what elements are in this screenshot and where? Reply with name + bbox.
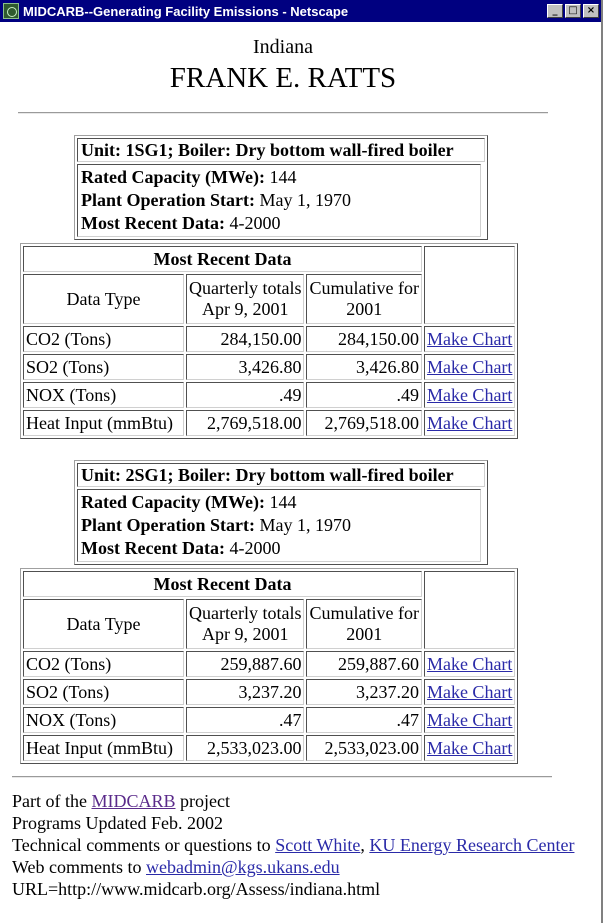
operation-start-value: May 1, 1970	[254, 515, 351, 535]
unit-info-box	[74, 135, 488, 240]
table-row	[23, 410, 515, 436]
quarterly-cell: 2,533,023.00	[186, 735, 304, 761]
data-type-cell: CO2 (Tons)	[23, 326, 184, 352]
midcarb-link[interactable]: MIDCARB	[91, 791, 176, 811]
col-header-quarterly: Quarterly totals Apr 9, 2001	[186, 599, 304, 649]
footer-web-line: Web comments to webadmin@kgs.ukans.edu	[12, 857, 340, 877]
quarterly-cell: .49	[186, 382, 304, 408]
table-caption: Most Recent Data	[23, 246, 422, 272]
scott-white-link[interactable]: Scott White	[275, 835, 361, 855]
rated-capacity-label: Rated Capacity (MWe):	[81, 167, 265, 187]
cumulative-cell: 2,769,518.00	[306, 410, 421, 436]
cumulative-cell: 3,426.80	[306, 354, 421, 380]
make-chart-link[interactable]: Make Chart	[426, 681, 513, 702]
close-icon[interactable]: ×	[583, 4, 599, 18]
make-chart-link[interactable]: Make Chart	[426, 356, 513, 377]
cumulative-cell: 284,150.00	[306, 326, 421, 352]
table-row	[23, 735, 515, 761]
unit-title: Unit: 2SG1; Boiler: Dry bottom wall-fired boiler	[77, 463, 485, 487]
data-type-cell: SO2 (Tons)	[23, 354, 184, 380]
footer-url: URL=http://www.midcarb.org/Assess/indiana.html	[12, 879, 381, 899]
maximize-icon[interactable]: □	[565, 4, 581, 18]
minimize-icon[interactable]: _	[547, 4, 563, 18]
make-chart-link[interactable]: Make Chart	[426, 412, 513, 433]
most-recent-value: 4-2000	[224, 213, 281, 233]
make-chart-link[interactable]: Make Chart	[426, 737, 513, 758]
ku-energy-research-link[interactable]: KU Energy Research Center	[369, 835, 575, 855]
rated-capacity-label: Rated Capacity (MWe):	[81, 492, 265, 512]
operation-start-value: May 1, 1970	[254, 190, 351, 210]
state-name: Indiana	[253, 36, 313, 58]
most-recent-label: Most Recent Data:	[81, 213, 225, 233]
data-type-cell: Heat Input (mmBtu)	[23, 410, 184, 436]
table-row	[23, 354, 515, 380]
operation-start-label: Plant Operation Start:	[81, 190, 255, 210]
unit-details	[77, 164, 481, 237]
rated-capacity-value: 144	[264, 167, 297, 187]
title-bar	[0, 0, 601, 22]
footer-updated: Programs Updated Feb. 2002	[12, 813, 223, 833]
netscape-app-icon[interactable]	[3, 3, 19, 19]
table-row	[23, 679, 515, 705]
divider	[18, 112, 548, 114]
col-header-type: Data Type	[23, 274, 184, 324]
col-header-cumulative: Cumulative for 2001	[306, 599, 421, 649]
cumulative-cell: .47	[306, 707, 421, 733]
data-type-cell: Heat Input (mmBtu)	[23, 735, 184, 761]
plant-name: FRANK E. RATTS	[169, 62, 397, 94]
window-title: MIDCARB--Generating Facility Emissions - Netscape	[23, 3, 349, 19]
cumulative-cell: .49	[306, 382, 421, 408]
quarterly-cell: 3,426.80	[186, 354, 304, 380]
quarterly-cell: .47	[186, 707, 304, 733]
data-type-cell: NOX (Tons)	[23, 707, 184, 733]
empty-cell	[424, 246, 515, 324]
most-recent-value: 4-2000	[224, 538, 281, 558]
emissions-table	[20, 243, 518, 439]
table-row	[23, 382, 515, 408]
table-row	[23, 707, 515, 733]
footer-tech-line: Technical comments or questions to Scott White, KU Energy Research Center	[12, 835, 575, 855]
col-header-type: Data Type	[23, 599, 184, 649]
footer	[12, 790, 582, 900]
operation-start-label: Plant Operation Start:	[81, 515, 255, 535]
table-row	[23, 651, 515, 677]
webadmin-email-link[interactable]: webadmin@kgs.ukans.edu	[146, 857, 340, 877]
empty-cell	[424, 571, 515, 649]
data-type-cell: SO2 (Tons)	[23, 679, 184, 705]
footer-project-line: Part of the MIDCARB project	[12, 791, 230, 811]
emissions-table	[20, 568, 518, 764]
cumulative-cell: 259,887.60	[306, 651, 421, 677]
most-recent-label: Most Recent Data:	[81, 538, 225, 558]
make-chart-link[interactable]: Make Chart	[426, 328, 513, 349]
cumulative-cell: 2,533,023.00	[306, 735, 421, 761]
unit-details	[77, 489, 481, 562]
table-row	[23, 326, 515, 352]
make-chart-link[interactable]: Make Chart	[426, 384, 513, 405]
quarterly-cell: 284,150.00	[186, 326, 304, 352]
quarterly-cell: 259,887.60	[186, 651, 304, 677]
cumulative-cell: 3,237.20	[306, 679, 421, 705]
make-chart-link[interactable]: Make Chart	[426, 653, 513, 674]
unit-title: Unit: 1SG1; Boiler: Dry bottom wall-fired boiler	[77, 138, 485, 162]
quarterly-cell: 2,769,518.00	[186, 410, 304, 436]
unit-info-box	[74, 460, 488, 565]
quarterly-cell: 3,237.20	[186, 679, 304, 705]
make-chart-link[interactable]: Make Chart	[426, 709, 513, 730]
table-caption: Most Recent Data	[23, 571, 422, 597]
data-type-cell: CO2 (Tons)	[23, 651, 184, 677]
col-header-quarterly: Quarterly totals Apr 9, 2001	[186, 274, 304, 324]
col-header-cumulative: Cumulative for 2001	[306, 274, 421, 324]
rated-capacity-value: 144	[264, 492, 297, 512]
data-type-cell: NOX (Tons)	[23, 382, 184, 408]
page-content	[0, 22, 601, 923]
footer-divider	[12, 776, 552, 778]
